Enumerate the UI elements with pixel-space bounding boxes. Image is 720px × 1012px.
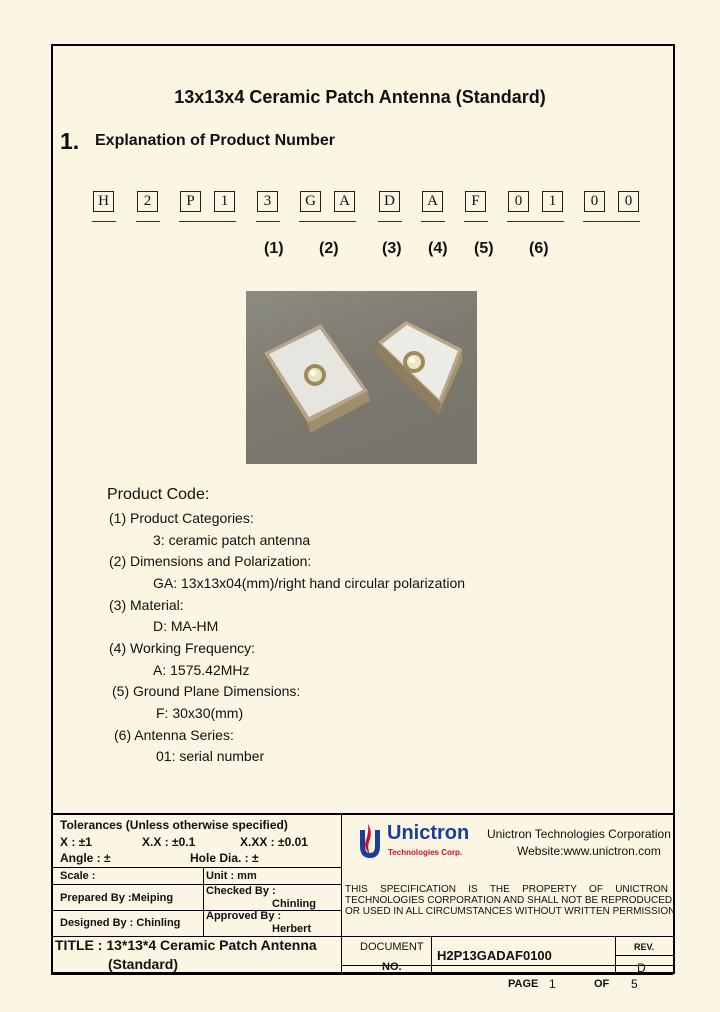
angle-tolerance: Angle : ± bbox=[60, 851, 111, 865]
pn-char-box: P bbox=[180, 191, 201, 212]
pn-underline bbox=[299, 221, 356, 222]
pn-char-box: D bbox=[379, 191, 400, 212]
checked-by-name: Chinling bbox=[272, 898, 316, 910]
approved-by-label: Approved By : bbox=[206, 910, 282, 922]
pn-char-box: 3 bbox=[257, 191, 278, 212]
checked-by-label: Checked By : bbox=[206, 885, 276, 897]
designed-by: Designed By : Chinling bbox=[60, 917, 181, 929]
unictron-logo bbox=[357, 822, 477, 864]
logo-wordmark: Unictron bbox=[387, 822, 470, 844]
page-title: 13x13x4 Ceramic Patch Antenna (Standard) bbox=[174, 87, 546, 107]
copyright-notice-line: OR USED IN ALL CIRCUMSTANCES WITHOUT WRITTEN PERMISSION bbox=[345, 906, 676, 917]
page-number: 1 bbox=[549, 977, 556, 991]
code-category-value: D: MA-HM bbox=[153, 618, 219, 634]
pn-char-box: 0 bbox=[618, 191, 639, 212]
approved-by-name: Herbert bbox=[272, 923, 312, 935]
code-category-value: A: 1575.42MHz bbox=[153, 662, 250, 678]
code-category-value: 3: ceramic patch antenna bbox=[153, 532, 311, 548]
pn-char-box: G bbox=[300, 191, 321, 212]
pn-underline bbox=[378, 221, 402, 222]
tolerance-xxx: X.XX : ±0.01 bbox=[240, 835, 308, 849]
pn-char-box: 0 bbox=[584, 191, 605, 212]
document-number: H2P13GADAF0100 bbox=[437, 948, 552, 963]
pn-underline bbox=[464, 221, 488, 222]
pn-group-label: (3) bbox=[382, 240, 402, 257]
company-name: Unictron Technologies Corporation bbox=[487, 827, 671, 841]
pn-underline bbox=[179, 221, 236, 222]
pn-underline bbox=[583, 221, 640, 222]
hole-tolerance: Hole Dia. : ± bbox=[190, 851, 259, 865]
document-label: DOCUMENT bbox=[360, 941, 424, 953]
document-no-label: NO. bbox=[382, 961, 402, 973]
code-category-value: GA: 13x13x04(mm)/right hand circular polarization bbox=[153, 575, 466, 591]
revision-label: REV. bbox=[634, 942, 655, 952]
code-category-title: (5) Ground Plane Dimensions: bbox=[112, 683, 301, 699]
pn-underline bbox=[92, 221, 116, 222]
page-of-label: OF bbox=[594, 978, 610, 990]
product-code-heading: Product Code: bbox=[107, 486, 210, 503]
pn-underline bbox=[507, 221, 564, 222]
copyright-notice-line: THIS SPECIFICATION IS THE PROPERTY OF UNICTRON bbox=[345, 884, 668, 895]
pn-char-box: 1 bbox=[214, 191, 235, 212]
revision-value: D bbox=[637, 961, 646, 975]
code-category-title: (1) Product Categories: bbox=[109, 510, 254, 526]
pn-group-label: (4) bbox=[428, 240, 448, 257]
product-photo bbox=[246, 291, 477, 464]
pn-group-label: (6) bbox=[529, 240, 549, 257]
tolerance-xx: X.X : ±0.1 bbox=[142, 835, 196, 849]
logo-mark-icon bbox=[357, 822, 383, 862]
pn-group-label: (1) bbox=[264, 240, 284, 257]
pn-group-label: (2) bbox=[319, 240, 339, 257]
pn-char-box: A bbox=[422, 191, 443, 212]
code-category-title: (2) Dimensions and Polarization: bbox=[109, 553, 312, 569]
section-number: 1. bbox=[60, 128, 80, 154]
code-category-title: (3) Material: bbox=[109, 597, 184, 613]
tolerances-heading: Tolerances (Unless otherwise specified) bbox=[60, 818, 288, 832]
copyright-notice-line: TECHNOLOGIES CORPORATION AND SHALL NOT BE REPRODUCED bbox=[345, 895, 673, 906]
pn-underline bbox=[136, 221, 160, 222]
pn-group-label: (5) bbox=[474, 240, 494, 257]
prepared-by: Prepared By :Meiping bbox=[60, 892, 174, 904]
code-category-title: (4) Working Frequency: bbox=[109, 640, 256, 656]
code-category-value: F: 30x30(mm) bbox=[156, 705, 244, 721]
antenna-photo-illustration bbox=[246, 291, 477, 464]
code-category-title: (6) Antenna Series: bbox=[114, 727, 234, 743]
pn-char-box: 1 bbox=[542, 191, 563, 212]
section-title: Explanation of Product Number bbox=[95, 132, 336, 149]
pn-char-box: F bbox=[465, 191, 486, 212]
tolerance-x: X : ±1 bbox=[60, 835, 92, 849]
pn-char-box: 0 bbox=[508, 191, 529, 212]
document-title-sub: (Standard) bbox=[108, 956, 178, 972]
logo-subtitle: Technologies Corp. bbox=[388, 848, 463, 857]
unit-label: Unit : mm bbox=[206, 870, 257, 882]
pn-char-box: 2 bbox=[137, 191, 158, 212]
document-title: TITLE : 13*13*4 Ceramic Patch Antenna bbox=[55, 937, 317, 953]
pn-char-box: H bbox=[93, 191, 114, 212]
company-website: Website:www.unictron.com bbox=[517, 844, 661, 858]
scale-label: Scale : bbox=[60, 870, 96, 882]
pn-underline bbox=[421, 221, 445, 222]
page-total: 5 bbox=[631, 977, 638, 991]
pn-char-box: A bbox=[334, 191, 355, 212]
code-category-value: 01: serial number bbox=[156, 748, 265, 764]
pn-underline bbox=[256, 221, 280, 222]
page-label: PAGE bbox=[508, 978, 539, 990]
